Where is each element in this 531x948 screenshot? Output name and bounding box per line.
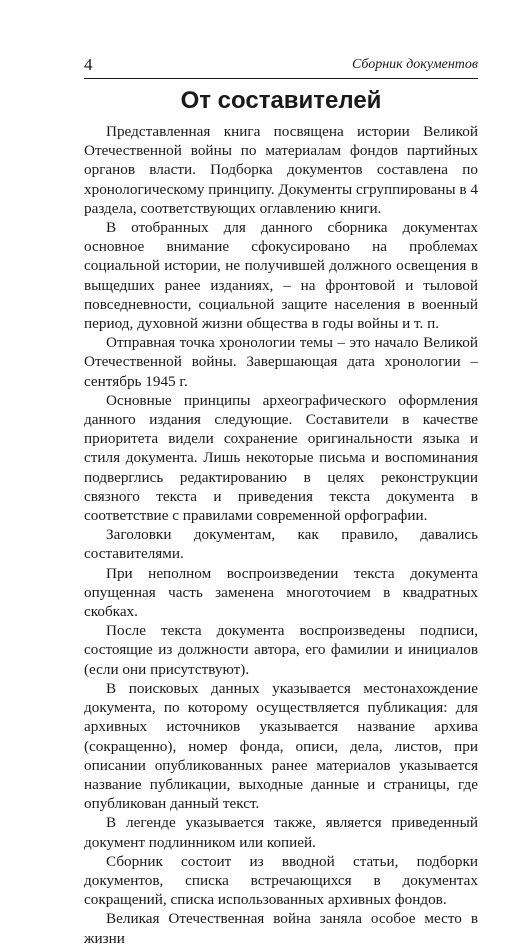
paragraph: После текста документа воспроизведены подписи, состоящие из должности автора, его фамилии и инициалов (если они присутствуют). <box>84 622 478 678</box>
body-text <box>84 122 478 948</box>
running-title: Сборник документов <box>351 57 478 72</box>
paragraph: В легенде указывается также, является приведенный документ подлинником или копией. <box>84 814 478 851</box>
paragraph: Отправная точка хронологии темы – это начало Великой Отечественной войны. Завершающая дата хронологии – сентябрь 1945 г. <box>84 334 478 390</box>
paragraph: Великая Отечественная война заняла особое место в жизни <box>84 910 478 947</box>
section-title: От составителей <box>180 87 382 114</box>
paragraph: Основные принципы археографического оформления данного издания следующие. Составители в качестве приоритета видели сохранение оригинальности языка и стиля документа. Лишь некоторые письма и воспоминания подверглись редактированию в целях реконструкции связного текста и приведения текста документа в соответствие с правилами современной орфографии. <box>84 391 478 525</box>
paragraph: При неполном воспроизведении текста документа опущенная часть заменена многоточием в квадратных скобках. <box>84 564 478 621</box>
paragraph: Представленная книга посвящена истории Великой Отечественной войны по материалам фондов партийных органов власти. Подборка документов составлена по хронологическому принципу. Документы сгруппированы в 4 раздела, соответствующих оглавлению книги. <box>84 123 478 217</box>
page-number: 4 <box>84 55 93 74</box>
paragraph: Сборник состоит из вводной статьи, подборки документов, списка встречающихся в документах сокращений, списка использованных архивных фондов. <box>84 852 478 909</box>
paragraph: В поисковых данных указывается местонахождение документа, по которому осуществляется публикация: для архивных источников указывается название архива (сокращенно), номер фонда, описи, дела, листов, при описании опубликованных ранее материалов указывается название публикации, выходные данные и страницы, где опубликован данный текст. <box>84 679 478 813</box>
paragraph: В отобранных для данного сборника документах основное внимание сфокусировано на проблемах социальной истории, не получившей должного освещения в выщедших ранее изданиях, – на фронтовой и тыловой повседневности, социальной защите населения в военный период, духовной жизни общества в годы войны и т. п. <box>84 219 478 333</box>
running-head <box>84 54 478 79</box>
paragraph: Заголовки документам, как правило, давались составителями. <box>84 526 478 563</box>
